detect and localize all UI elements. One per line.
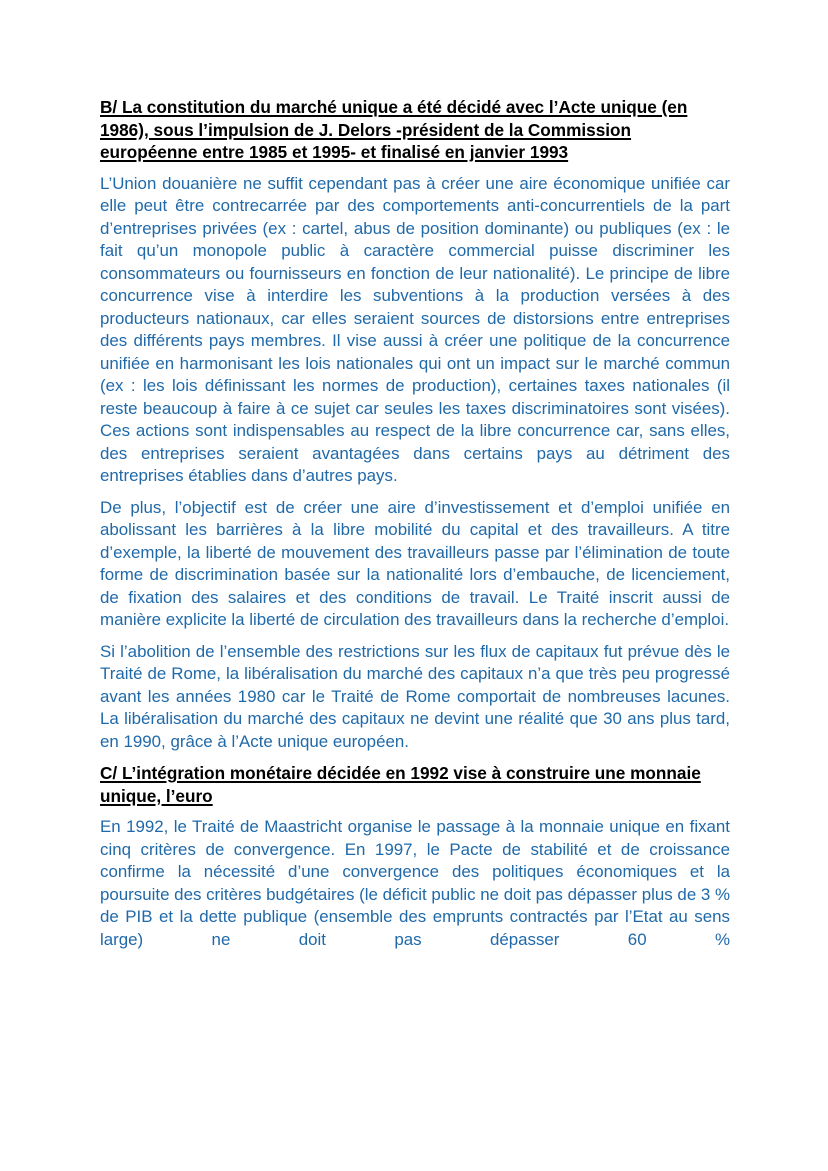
section-b-paragraph-1: L’Union douanière ne suffit cependant pas à créer une aire économique unifiée car elle peut être contrecarrée par des comportements anti-concurrentiels de la part d’entreprises privées (ex : cartel, abus de position dominante) ou publiques (ex : le fait qu’un monopole public à caractère commercial puisse discriminer les consommateurs ou fournisseurs en fonction de leur nationalité). Le principe de libre concurrence vise à interdire les subventions à la production versées à des producteurs nationaux, car elles seraient sources de distorsions entre entreprises des différents pays membres. Il vise aussi à créer une politique de la concurrence unifiée en harmonisant les lois nationales qui ont un impact sur le marché commun (ex : les lois définissant les normes de production), certaines taxes nationales (il reste beaucoup à faire à ce sujet car seules les taxes discriminatoires sont visées). Ces actions sont indispensables au respect de la libre concurrence car, sans elles, des entreprises seraient avantagées dans certains pays au détriment des entreprises établies dans d’autres pays. — [100, 173, 730, 485]
section-b-heading: B/ La constitution du marché unique a été décidé avec l’Acte unique (en 1986), sous l’impulsion de J. Delors -président de la Commission européenne entre 1985 et 1995- et finalisé en janvier 1993 — [100, 97, 688, 162]
document-content — [100, 96, 730, 960]
section-b-paragraph-2: De plus, l’objectif est de créer une aire d’investissement et d’emploi unifiée en abolissant les barrières à la libre mobilité du capital et des travailleurs. A titre d’exemple, la liberté de mouvement des travailleurs passe par l’élimination de toute forme de discrimination basée sur la nationalité lors d’embauche, de licenciement, de fixation des salaires et des conditions de travail. Le Traité inscrit aussi de manière explicite la liberté de circulation des travailleurs dans la recherche d’emploi. — [100, 497, 730, 629]
section-c-paragraph-1: En 1992, le Traité de Maastricht organise le passage à la monnaie unique en fixant cinq critères de convergence. En 1997, le Pacte de stabilité et de croissance confirme la nécessité d’une convergence des politiques économiques et la poursuite des critères budgétaires (le déficit public ne doit pas dépasser plus de 3 % de PIB et la dette publique (ensemble des emprunts contractés par l’Etat au sens large) ne doit pas dépasser 60 % — [100, 817, 731, 949]
section-c-heading: C/ L’intégration monétaire décidée en 1992 vise à construire une monnaie unique, l’euro — [100, 763, 701, 806]
section-b-paragraph-3: Si l’abolition de l’ensemble des restrictions sur les flux de capitaux fut prévue dès le Traité de Rome, la libéralisation du marché des capitaux n’a que très peu progressé avant les années 1980 car le Traité de Rome comportait de nombreuses lacunes. La libéralisation du marché des capitaux ne devint une réalité que 30 ans plus tard, en 1990, grâce à l’Acte unique européen. — [100, 641, 730, 751]
